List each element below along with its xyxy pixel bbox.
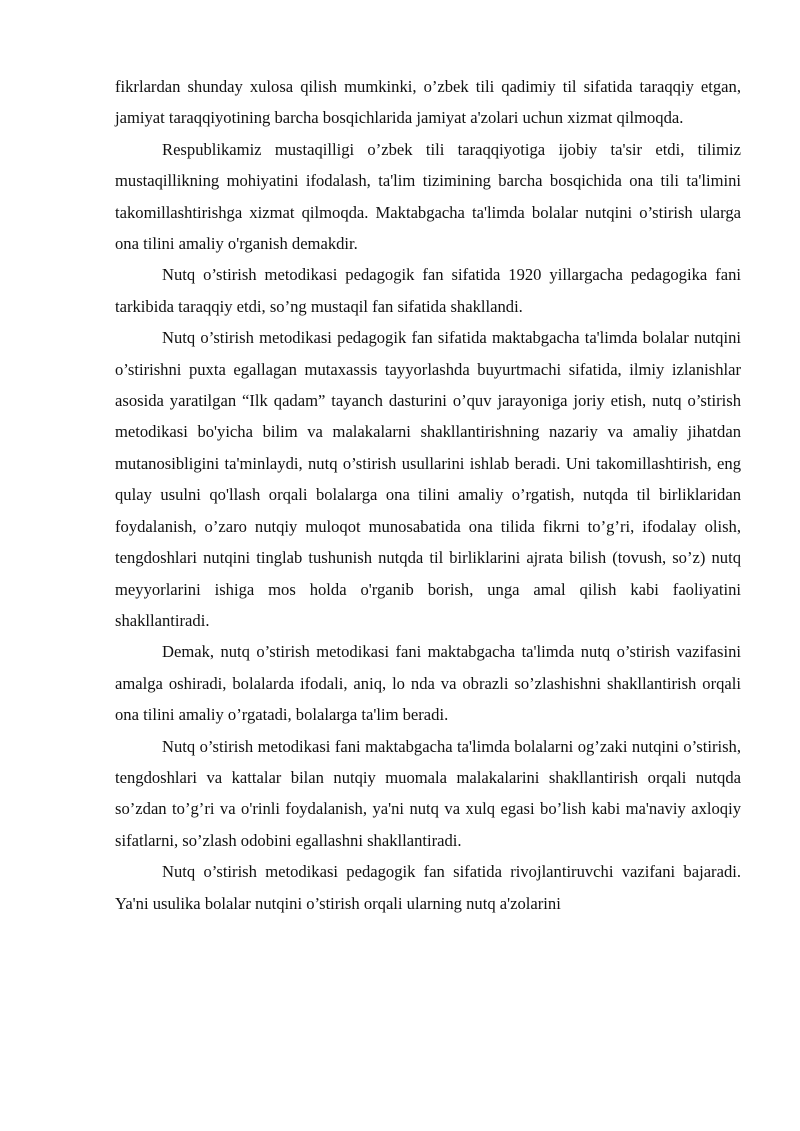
document-page	[115, 71, 741, 919]
paragraph-2: Respublikamiz mustaqilligi o’zbek tili taraqqiyotiga ijobiy ta'sir etdi, tilimiz mustaqillikning mohiyatini ifodalash, ta'lim tizimining barcha bosqichida ona tili ta'limini takomillashtirishga xizmat qilmoqda. Maktabgacha ta'limda bolalar nutqini o’stirish ularga ona tilini amaliy o'rganish demakdir.	[115, 139, 741, 254]
paragraph-5: Demak, nutq o’stirish metodikasi fani maktabgacha ta'limda nutq o’stirish vazifasini amalga oshiradi, bolalarda ifodali, aniq, lo nda va obrazli so’zlashishni shakllantirish orqali ona tilini amaliy o’rgatadi, bolalarga ta'lim beradi.	[115, 642, 741, 725]
paragraph-7: Nutq o’stirish metodikasi pedagogik fan sifatida rivojlantiruvchi vazifani bajaradi. Ya'ni usulika bolalar nutqini o’stirish orqali ularning nutq a'zolarini	[115, 862, 741, 913]
paragraph-6: Nutq o’stirish metodikasi fani maktabgacha ta'limda bolalarni og’zaki nutqini o’stirish, tengdoshlari va kattalar bilan nutqiy muomala malakalarini shakllantirish orqali nutqda so’zdan to’g’ri va o'rinli foydalanish, ya'ni nutq va xulq egasi bo’lish kabi ma'naviy axloqiy sifatlarni, so’zlash odobini egallashni shakllantiradi.	[115, 736, 741, 850]
paragraph-3: Nutq o’stirish metodikasi pedagogik fan sifatida 1920 yillargacha pedagogika fani tarkibida taraqqiy etdi, so’ng mustaqil fan sifatida shakllandi.	[115, 265, 741, 316]
paragraph-1: fikrlardan shunday xulosa qilish mumkinki, o’zbek tili qadimiy til sifatida taraqqiy etgan, jamiyat taraqqiyotining barcha bosqichlarida jamiyat a'zolari uchun xizmat qilmoqda.	[115, 77, 741, 128]
paragraph-4: Nutq o’stirish metodikasi pedagogik fan sifatida maktabgacha ta'limda bolalar nutqini o’stirishni puxta egallagan mutaxassis tayyorlashda buyurtmachi sifatida, ilmiy izlanishlar asosida yaratilgan “Ilk qadam” tayanch dasturini o’quv jarayoniga joriy etish, nutq o’stirish metodikasi bo'yicha bilim va malakalarni shakllantirishning nazariy va amaliy jihatdan mutanosibligini ta'minlaydi, nutq o’stirish usullarini ishlab beradi. Uni takomillashtirish, eng qulay usulni qo'llash orqali bolalarga ona tilini amaliy o’rgatish, nutqda til birliklaridan foydalanish, o’zaro nutqiy muloqot munosabatida ona tilida fikrni to’g’ri, ifodalay olish, tengdoshlari nutqini tinglab tushunish nutqda til birliklarini ajrata bilish (tovush, so’z) nutq meyyorlarini ishiga mos holda o'rganib borish, unga amal qilish kabi faoliyatini shakllantiradi.	[115, 328, 741, 630]
